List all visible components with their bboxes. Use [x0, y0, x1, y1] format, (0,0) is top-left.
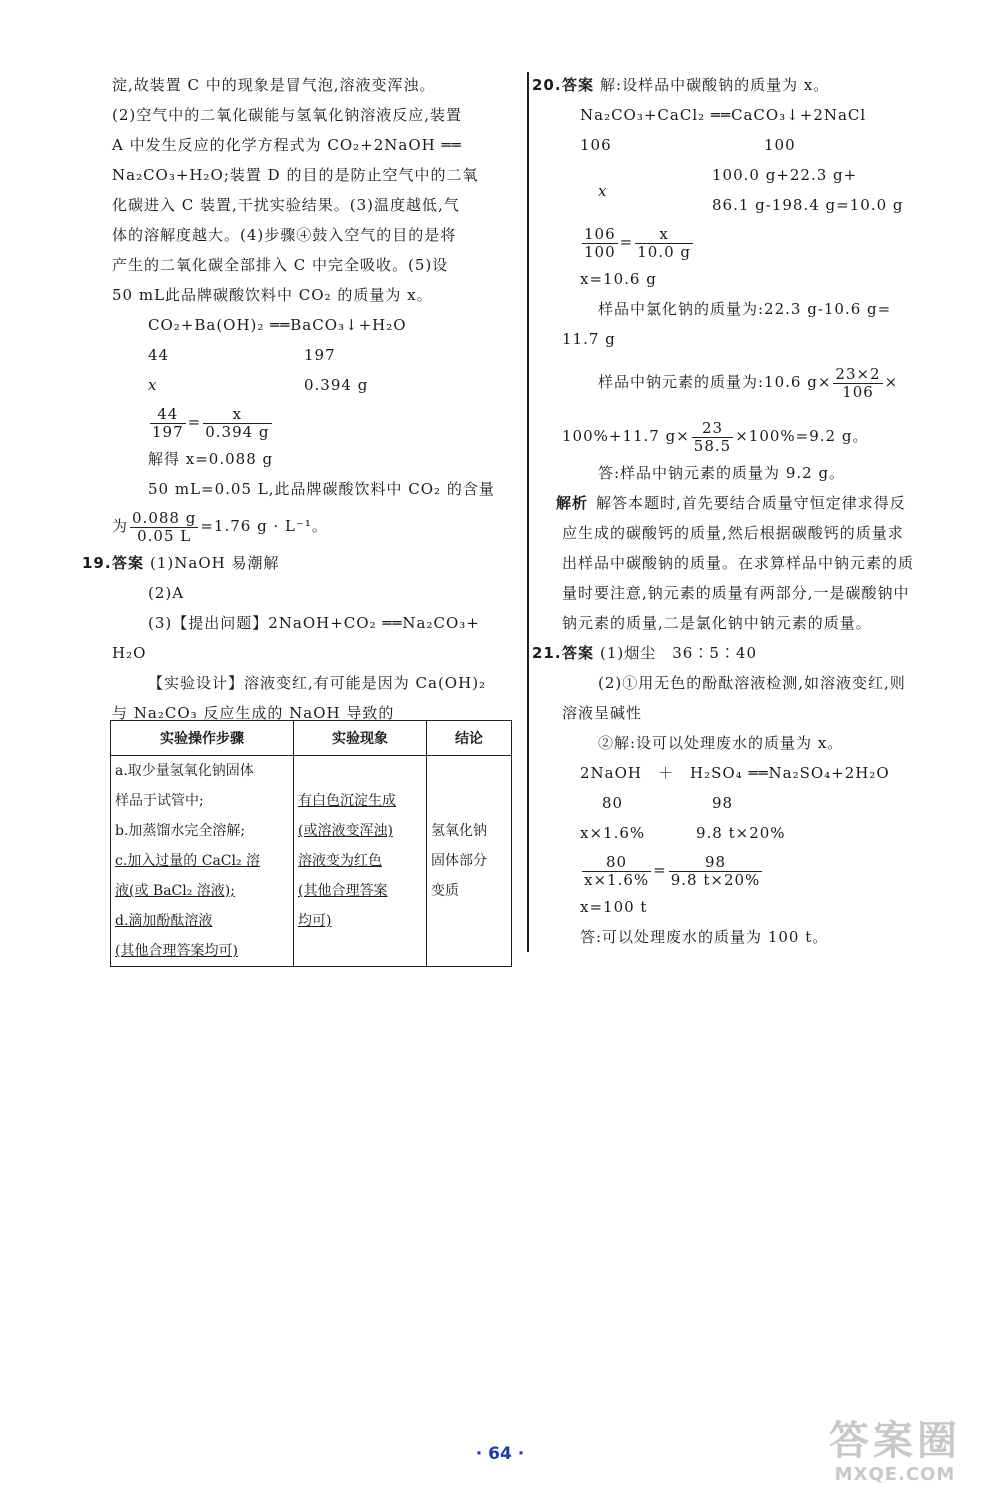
mass-row: x×1.6% 9.8 t×20% — [580, 824, 786, 842]
molar-mass-row: 80 98 — [602, 794, 734, 812]
analysis-line: 应生成的碳酸钙的质量,然后根据碳酸钙的质量求 — [562, 524, 904, 542]
fraction: $\frac{44}{197}$ — [152, 404, 184, 441]
na-mass-line: 100%+11.7 g× $\frac{23}{58.5}$ ×100%=9.2 g。 — [562, 418, 869, 455]
question-number: 20. — [532, 76, 562, 94]
table-header: 结论 — [427, 721, 512, 756]
fraction: $\frac{x}{0.394 g}$ — [205, 404, 270, 441]
precipitate-mass: 0.394 g — [304, 376, 369, 394]
table-cell-steps: a.取少量氢氧化钠固体 样品于试管中; b.加蒸馏水完全溶解; c.加入过量的 CaCl₂ 溶 液(或 BaCl₂ 溶液); d.滴加酚酞溶液 (其他合理答案均可) — [111, 756, 294, 967]
equation-21: 2NaOH ＋ H₂SO₄ ══Na₂SO₄+2H₂O — [580, 764, 890, 782]
analysis-line: 量时要注意,钠元素的质量有两部分,一是碳酸钠中 — [562, 584, 910, 602]
answer-tag: 答案 — [112, 554, 145, 572]
watermark-logo: 答案圈 MXQE.COM — [829, 1418, 961, 1485]
text-line: 50 mL此品牌碳酸饮料中 CO₂ 的质量为 x。 — [112, 286, 433, 304]
proportion-20: $\frac{106}{100}$ = $\frac{x}{10.0 g}$ — [584, 224, 691, 261]
result-x: x=100 t — [580, 898, 648, 916]
result-x: x=10.6 g — [580, 270, 657, 288]
text-line: 溶液呈碱性 — [562, 704, 643, 722]
text-line: 体的溶解度越大。(4)步骤④鼓入空气的目的是将 — [112, 226, 457, 244]
analysis-tag: 解析 — [556, 494, 589, 512]
mass-row — [112, 370, 512, 400]
text-line: H₂O — [112, 644, 147, 662]
question-number: 21. — [532, 644, 562, 662]
question-21-answer-2: (2)①用无色的酚酞溶液检测,如溶液变红,则 — [598, 674, 906, 692]
solve-line: 解得 x=0.088 g — [148, 450, 274, 468]
fraction: $\frac{x}{10.0 g}$ — [637, 224, 691, 261]
right-column — [532, 70, 962, 952]
text-line: 产生的二氧化碳全部排入 C 中完全吸收。(5)设 — [112, 256, 449, 274]
table-cell-phenomena: 有白色沉淀生成 (或溶液变浑浊) 溶液变为红色 (其他合理答案 均可) — [294, 756, 427, 967]
text-line: 淀,故装置 C 中的现象是冒气泡,溶液变浑浊。 — [112, 76, 436, 94]
equation-18: CO₂+Ba(OH)₂ ══BaCO₃↓+H₂O — [148, 316, 407, 334]
molar-mass-baco3: 197 — [304, 346, 336, 364]
fraction: $\frac{106}{100}$ — [584, 224, 616, 261]
experiment-design: 【实验设计】溶液变红,有可能是因为 Ca(OH)₂ — [148, 674, 487, 692]
analysis-line: 钠元素的质量,二是氯化钠中钠元素的质量。 — [562, 614, 872, 632]
fraction: $\frac{80}{x\times 1.6\%}$ — [584, 852, 650, 889]
analysis-line: 出样品中碳酸钠的质量。在求算样品中钠元素的质 — [562, 554, 915, 572]
experiment-table — [110, 720, 512, 967]
fraction: $\frac{23}{58.5}$ — [693, 418, 732, 455]
answer-21: 答:可以处理废水的质量为 100 t。 — [580, 928, 829, 946]
text-line: (2)空气中的二氧化碳能与氢氧化钠溶液反应,装置 — [112, 106, 463, 124]
mass-row: x 86.1 g-198.4 g=10.0 g — [598, 182, 904, 214]
question-21-solve: ②解:设可以处理废水的质量为 x。 — [598, 734, 844, 752]
content-line: 50 mL=0.05 L,此品牌碳酸饮料中 CO₂ 的含量 — [148, 480, 495, 498]
nacl-line: 样品中氯化钠的质量为:22.3 g-10.6 g= — [598, 300, 892, 318]
mass-row: 100.0 g+22.3 g+ — [712, 166, 858, 184]
question-number: 19. — [82, 554, 112, 572]
column-divider — [527, 72, 529, 952]
text-line: 化碳进入 C 装置,干扰实验结果。(3)温度越低,气 — [112, 196, 460, 214]
molar-mass-row: 106 100 — [580, 136, 796, 154]
fraction: $\frac{0.088 g}{0.05 L}$ — [132, 508, 197, 545]
question-19-answer-3: (3)【提出问题】2NaOH+CO₂ ══Na₂CO₃+ — [148, 614, 480, 632]
question-19-answer-1: 19.答案 (1)NaOH 易潮解 — [112, 548, 512, 578]
question-21-answer-1: 21.答案 (1)烟尘 36∶5∶40 — [562, 638, 962, 668]
text-line: 11.7 g — [562, 330, 616, 348]
proportion-18: $\frac{44}{197}$ = $\frac{x}{0.394 g}$ — [152, 404, 270, 441]
fraction: $\frac{23\times 2}{106}$ — [835, 364, 881, 401]
left-column — [82, 70, 512, 728]
molar-mass-co2: 44 — [148, 346, 170, 364]
question-19-answer-2: (2)A — [148, 584, 185, 602]
question-20-intro: 20.答案 解:设样品中碳酸钠的质量为 x。 — [562, 70, 962, 100]
answer-tag: 答案 — [562, 76, 595, 94]
fraction: $\frac{98}{9.8 t\times 20\%}$ — [670, 852, 761, 889]
answer-tag: 答案 — [562, 644, 595, 662]
answer-20: 答:样品中钠元素的质量为 9.2 g。 — [598, 464, 846, 482]
unknown-x: x — [148, 376, 158, 394]
na-mass-line: 样品中钠元素的质量为:10.6 g× $\frac{23\times 2}{106}$ × — [598, 364, 899, 401]
table-header: 实验现象 — [294, 721, 427, 756]
final-result-18: 为 $\frac{0.088 g}{0.05 L}$ =1.76 g · L⁻¹。 — [112, 508, 328, 545]
text-line: Na₂CO₃+H₂O;装置 D 的目的是防止空气中的二氧 — [112, 166, 479, 184]
table-header: 实验操作步骤 — [111, 721, 294, 756]
table-cell-conclusion: 氢氧化钠 固体部分 变质 — [427, 756, 512, 967]
equation-20: Na₂CO₃+CaCl₂ ══CaCO₃↓+2NaCl — [580, 106, 867, 124]
molar-mass-row — [112, 340, 512, 370]
text-line: A 中发生反应的化学方程式为 CO₂+2NaOH ══ — [112, 136, 462, 154]
analysis-line: 解析 解答本题时,首先要结合质量守恒定律求得反 — [556, 494, 906, 512]
proportion-21: $\frac{80}{x\times 1.6\%}$ = $\frac{98}{9.8 t\times 20\%}$ — [584, 852, 761, 889]
text-line: 与 Na₂CO₃ 反应生成的 NaOH 导致的 — [112, 704, 395, 722]
page-number: · 64 · — [475, 1444, 525, 1464]
